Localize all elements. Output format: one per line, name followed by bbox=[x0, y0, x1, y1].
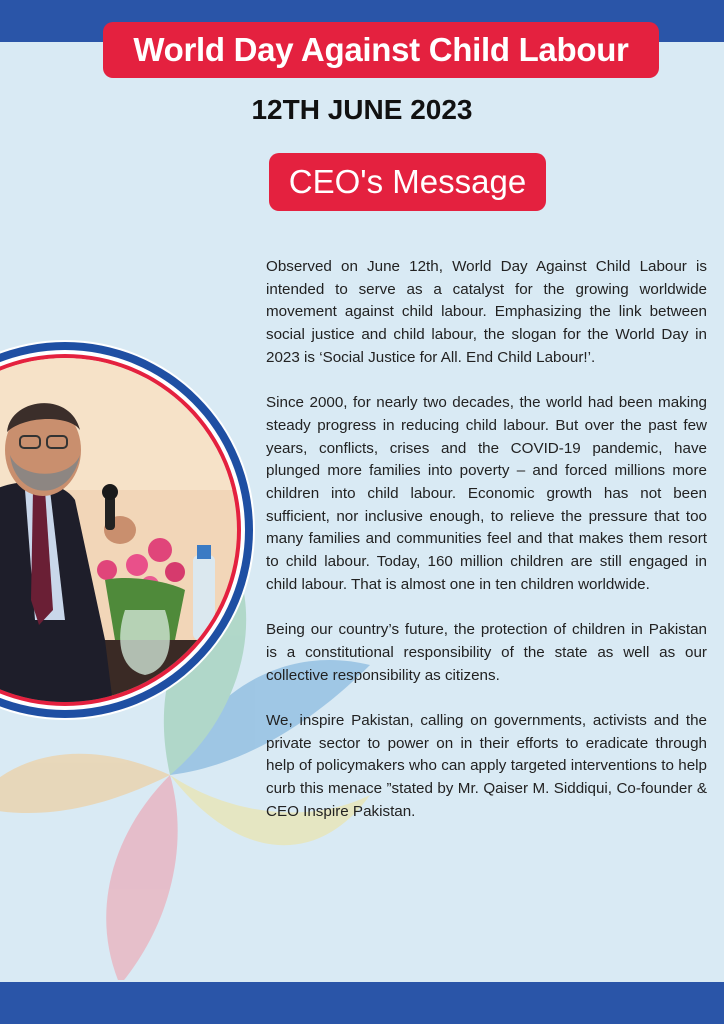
bottom-band bbox=[0, 982, 724, 1024]
message-paragraph: We, inspire Pakistan, calling on governments, activists and the private sector to power on in their efforts to eradicate through help of policymakers who can apply targeted interventions to help curb this menace ”stated by Mr. Qaiser M. Siddiqui, Co-founder & CEO Inspire Pakistan. bbox=[266, 712, 707, 820]
section-heading: CEO's Message bbox=[288, 163, 527, 200]
ceo-message-body bbox=[266, 256, 707, 846]
pinwheel-blade-red bbox=[106, 775, 177, 980]
event-title-banner bbox=[103, 22, 659, 78]
message-paragraph: Being our country’s future, the protection of children in Pakistan is a constitutional responsibility of the state as well as our collective responsibility as citizens. bbox=[266, 621, 707, 684]
event-date: 12TH JUNE 2023 bbox=[251, 94, 473, 125]
message-paragraph: Observed on June 12th, World Day Against Child Labour is intended to serve as a catalyst for the growing worldwide movement against child labour. Emphasizing the link between social justice and child labour, the slogan for the World Day in 2023 is ‘Social Justice for All. End Child Labour!’. bbox=[266, 258, 707, 366]
message-paragraph: Since 2000, for nearly two decades, the world had been making steady progress in reducing child labour. But over the past few years, conflicts, crises and the COVID-19 pandemic, have plunged more families into poverty – and forced millions more children into child labour. Economic growth has not been sufficient, nor inclusive enough, to relieve the pressure that too many families and communities feel and that makes them resort to child labour. Today, 160 million children are still engaged in child labour. That is almost one in ten children worldwide. bbox=[266, 394, 707, 593]
pinwheel-blade-orange bbox=[0, 754, 170, 813]
event-title: World Day Against Child Labour bbox=[133, 31, 629, 68]
section-heading-banner bbox=[269, 153, 546, 211]
